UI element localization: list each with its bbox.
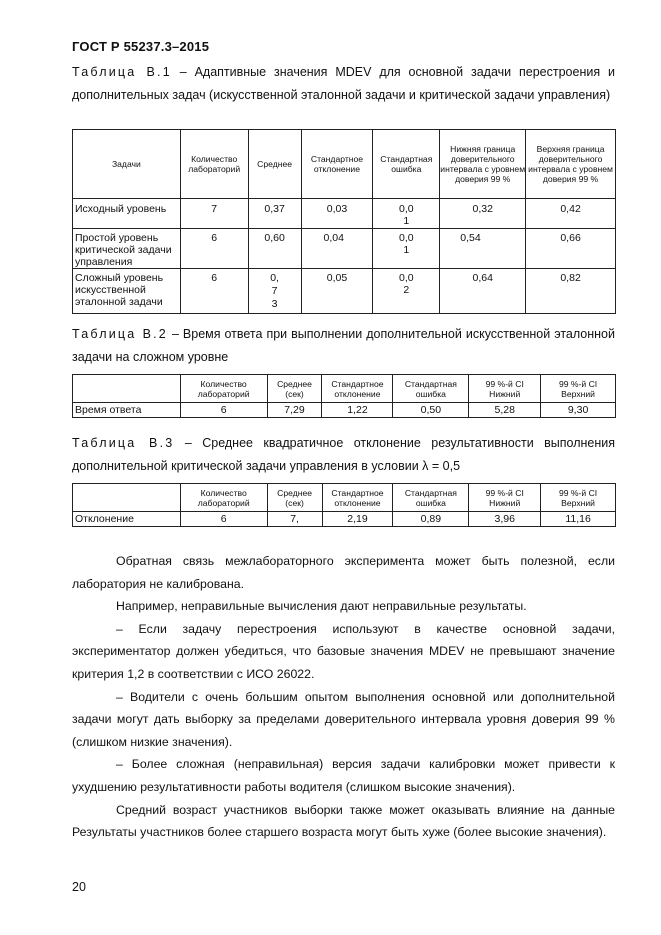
table1 [72, 129, 616, 314]
table1-cell: 0,32 [440, 199, 526, 229]
document-header: ГОСТ Р 55237.3–2015 [72, 39, 210, 54]
table1-cell: 0,42 [526, 199, 616, 229]
table2-header-cell [73, 375, 181, 403]
table2-label: Таблица В.2 [72, 327, 168, 341]
table3-header-cell: 99 %-й CI Нижний [469, 484, 541, 512]
table1-cell: 0,66 [526, 229, 616, 269]
table-row [73, 269, 616, 314]
table1-cell: 6 [180, 229, 248, 269]
table1-cell: 0,05 [301, 269, 373, 314]
table1-cell: 0,0 1 [373, 199, 440, 229]
table1-cell: 0,60 [248, 229, 301, 269]
table3-cell: 0,89 [393, 512, 469, 527]
body-text [72, 550, 615, 844]
table2-caption-text: – Время ответа при выполнении дополнительной искусственной эталонной задачи на сложном уровне [72, 327, 615, 364]
table1-cell-label: Исходный уровень [73, 199, 181, 229]
table1-cell: 0,37 [248, 199, 301, 229]
table3-cell: 11,16 [541, 512, 616, 527]
table2-cell: 5,28 [469, 403, 541, 418]
table3-cell: 7, [267, 512, 322, 527]
table3-header-row [73, 484, 616, 512]
table2-header-cell: Количество лабораторий [180, 375, 267, 403]
table1-header-row [73, 130, 616, 199]
table3-header-cell: Стандартное отклонение [322, 484, 393, 512]
paragraph: Обратная связь межлабораторного эксперимента может быть полезной, если лаборатория не калибрована. [72, 554, 615, 591]
table3-header-cell: Стандартная ошибка [393, 484, 469, 512]
table1-header-cell: Верхняя граница доверительного интервала с уровнем доверия 99 % [526, 130, 616, 199]
table1-caption-text: – Адаптивные значения MDEV для основной задачи перестроения и дополнительных задач (искусственной эталонной задачи и критической задачи управления) [72, 65, 615, 102]
table2-cell: 0,50 [393, 403, 469, 418]
paragraph: Например, неправильные вычисления дают неправильные результаты. [116, 599, 527, 614]
table1-cell-label: Простой уровень критической задачи управления [73, 229, 181, 269]
table1-cell: 0,64 [440, 269, 526, 314]
table3-label: Таблица В.3 [72, 436, 175, 450]
table3-cell: 3,96 [469, 512, 541, 527]
table3-caption-text: – Среднее квадратичное отклонение результативности выполнения дополнительной критической задачи управления в условии λ = 0,5 [72, 436, 615, 473]
paragraph: Средний возраст участников выборки также может оказывать влияние на данные Результаты участников более старшего возраста могут быть хуже (более высокие значения). [72, 802, 615, 840]
table2 [72, 374, 616, 418]
table-row [73, 229, 616, 269]
table3-cell: 2,19 [322, 512, 393, 527]
table2-cell: 7,29 [267, 403, 322, 418]
table3-cell-label: Отклонение [73, 512, 181, 527]
table1-cell: 6 [180, 269, 248, 314]
paragraph: – Водители с очень большим опытом выполнения основной или дополнительной задачи могут дать выборку за пределами доверительного интервала уровня доверия 99 % (слишком низкие значения). [72, 689, 615, 749]
table1-cell: 0,54 [440, 229, 526, 269]
table1-cell: 0,82 [526, 269, 616, 314]
table3-header-cell: Количество лабораторий [180, 484, 267, 512]
table1-header-cell: Стандартное отклонение [301, 130, 373, 199]
table1-cell: 0, 7 3 [248, 269, 301, 314]
table1-header-cell: Нижняя граница доверительного интервала с уровнем доверия 99 % [440, 130, 526, 199]
table1-cell: 0,0 2 [373, 269, 440, 314]
table2-header-cell: 99 %-й CI Верхний [541, 375, 616, 403]
table-row [73, 403, 616, 418]
table2-cell-label: Время ответа [73, 403, 181, 418]
table-row [73, 199, 616, 229]
table1-header-cell: Количество лабораторий [180, 130, 248, 199]
table1-label: Таблица В.1 [72, 65, 172, 79]
table-row [73, 512, 616, 527]
table1-caption [72, 61, 615, 106]
table2-cell: 6 [180, 403, 267, 418]
paragraph: – Если задачу перестроения используют в качестве основной задачи, экспериментатор должен убедиться, что базовые значения MDEV не превышают значение критерия 1,2 в соответствии с ИСО 26022. [72, 621, 615, 681]
table2-cell: 1,22 [322, 403, 393, 418]
table1-header-cell: Среднее [248, 130, 301, 199]
table1-header-cell: Стандартная ошибка [373, 130, 440, 199]
table2-header-cell: Среднее (сек) [267, 375, 322, 403]
table3-caption [72, 432, 615, 477]
table2-caption [72, 323, 615, 368]
table2-header-cell: Стандартное отклонение [322, 375, 393, 403]
table3 [72, 483, 616, 527]
table2-header-cell: Стандартная ошибка [393, 375, 469, 403]
paragraph: – Более сложная (неправильная) версия задачи калибровки может привести к ухудшению результативности работы водителя (слишком высокие значения). [72, 757, 615, 794]
table1-cell: 0,0 1 [373, 229, 440, 269]
table3-header-cell: Среднее (сек) [267, 484, 322, 512]
table1-cell: 7 [180, 199, 248, 229]
table1-header-cell: Задачи [73, 130, 181, 199]
table1-cell: 0,03 [301, 199, 373, 229]
table3-header-cell [73, 484, 181, 512]
table2-cell: 9,30 [541, 403, 616, 418]
table2-header-cell: 99 %-й CI Нижний [469, 375, 541, 403]
table3-cell: 6 [180, 512, 267, 527]
table3-header-cell: 99 %-й CI Верхний [541, 484, 616, 512]
table1-cell-label: Сложный уровень искусственной эталонной задачи [73, 269, 181, 314]
page-number: 20 [72, 880, 86, 894]
table1-cell: 0,04 [301, 229, 373, 269]
table2-header-row [73, 375, 616, 403]
